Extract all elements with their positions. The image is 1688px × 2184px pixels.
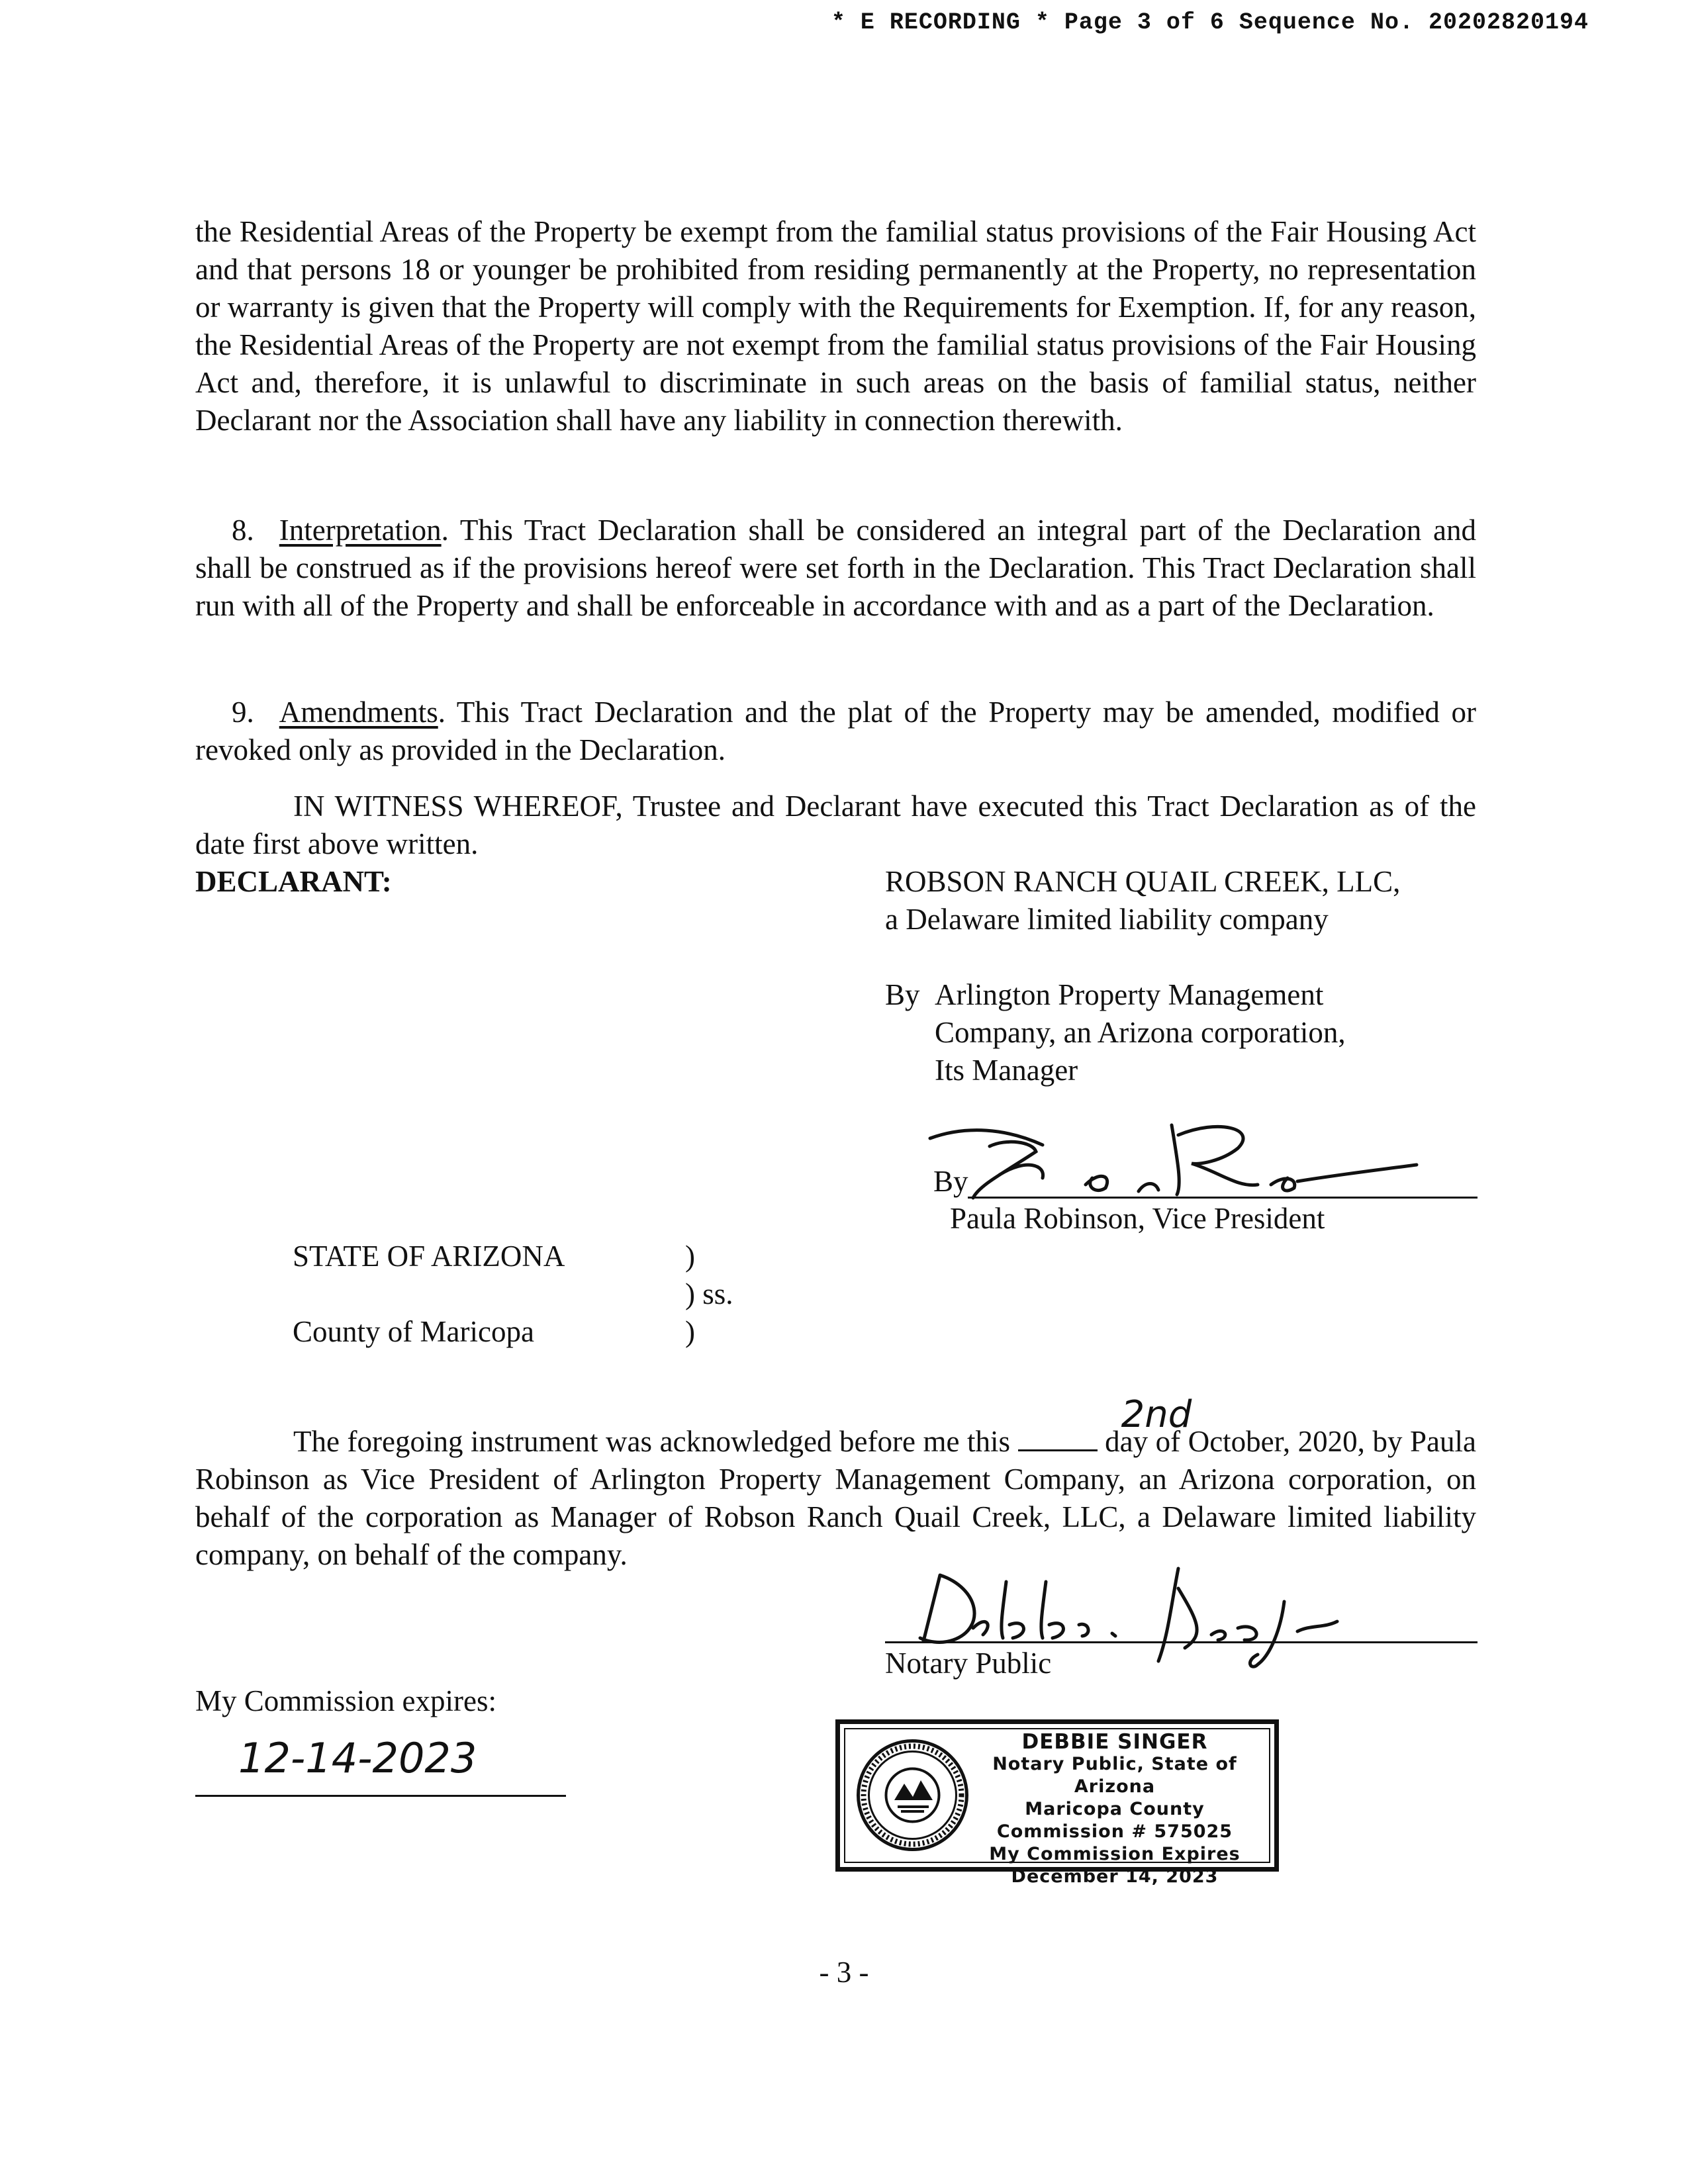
sign-by-label: By	[933, 1165, 968, 1198]
by-label: By	[885, 978, 920, 1011]
ack-day-handwritten: 2nd	[1121, 1393, 1192, 1436]
commission-date-line	[195, 1795, 566, 1797]
entity-description: a Delaware limited liability company	[885, 903, 1329, 936]
page-number: - 3 -	[819, 1956, 869, 1989]
section-8-paragraph	[195, 512, 1476, 625]
acknowledgment-paragraph	[195, 1393, 1476, 1574]
paula-robinson-signature	[927, 1112, 1430, 1205]
venue-ss: ) ss.	[685, 1277, 733, 1310]
venue-state: STATE OF ARIZONA	[293, 1240, 565, 1273]
section-9-paragraph	[195, 694, 1476, 769]
section-9-text: . This Tract Declaration and the plat of the Property may be amended, modified or revoked only as provided in the Declaration.	[195, 696, 1476, 766]
stamp-commission-number: Commission # 575025	[996, 1821, 1233, 1842]
stamp-expires-label: My Commission Expires	[989, 1844, 1241, 1864]
ack-day-blank	[1018, 1393, 1192, 1451]
section-8-text: . This Tract Declaration shall be considered an integral part of the Declaration and shall be construed as if the provisions hereof were set forth in the Declaration. This Tract Declaration shall run with all of the Property and shall be enforceable in accordance with and as a part of the Declaration.	[195, 514, 1476, 622]
ack-text-after: day of October, 2020, by Paula Robinson as Vice President of Arlington Property Management Company, an Arizona corporation, on behalf of the corporation as Manager of Robson Ranch Quail Creek, LLC, a Delaware limited liability company, on behalf of the company.	[195, 1425, 1476, 1571]
commission-expires-label: My Commission expires:	[195, 1684, 497, 1717]
section-8-heading: Interpretation	[279, 514, 442, 547]
notary-stamp-text	[959, 1731, 1270, 1888]
stamp-title: Notary Public, State of Arizona	[992, 1754, 1237, 1797]
manager-line-2: Company, an Arizona corporation,	[935, 1016, 1346, 1049]
commission-date-handwritten: 12-14-2023	[238, 1734, 477, 1782]
recording-header: * E RECORDING * Page 3 of 6 Sequence No. 20202820194	[831, 9, 1589, 36]
section-9-number: 9.	[232, 696, 254, 729]
notary-stamp	[835, 1719, 1279, 1887]
manager-line-1: Arlington Property Management	[935, 978, 1324, 1011]
signer-name-title: Paula Robinson, Vice President	[950, 1202, 1325, 1235]
stamp-county: Maricopa County	[1025, 1799, 1205, 1819]
declarant-label: DECLARANT:	[195, 865, 392, 898]
fair-housing-paragraph: the Residential Areas of the Property be exempt from the familial status provisions of the Fair Housing Act and that persons 18 or younger be prohibited from residing permanently at the Property, no representation or warranty is given that the Property will comply with the Requirements for Exemption. If, for any reason, the Residential Areas of the Property are not exempt from the familial status provisions of the Fair Housing Act and, therefore, it is unlawful to discriminate in such areas on the basis of familial status, neither Declarant nor the Association shall have any liability in connection therewith.	[195, 215, 1476, 437]
venue-county: County of Maricopa	[293, 1315, 534, 1348]
arizona-state-seal-icon	[855, 1737, 970, 1853]
entity-name: ROBSON RANCH QUAIL CREEK, LLC,	[885, 865, 1401, 898]
witness-paragraph: IN WITNESS WHEREOF, Trustee and Declarant have executed this Tract Declaration as of the date first above written.	[195, 790, 1476, 860]
manager-line-3: Its Manager	[935, 1054, 1078, 1087]
stamp-expiry-date: December 14, 2023	[1011, 1866, 1219, 1887]
section-8-number: 8.	[232, 514, 254, 547]
notary-public-label: Notary Public	[885, 1647, 1052, 1680]
stamp-name: DEBBIE SINGER	[1021, 1730, 1208, 1754]
ack-text-before: The foregoing instrument was acknowledged before me this	[293, 1425, 1018, 1458]
section-9-heading: Amendments	[279, 696, 438, 729]
venue-paren-bottom: )	[685, 1315, 695, 1348]
venue-paren-top: )	[685, 1240, 695, 1273]
